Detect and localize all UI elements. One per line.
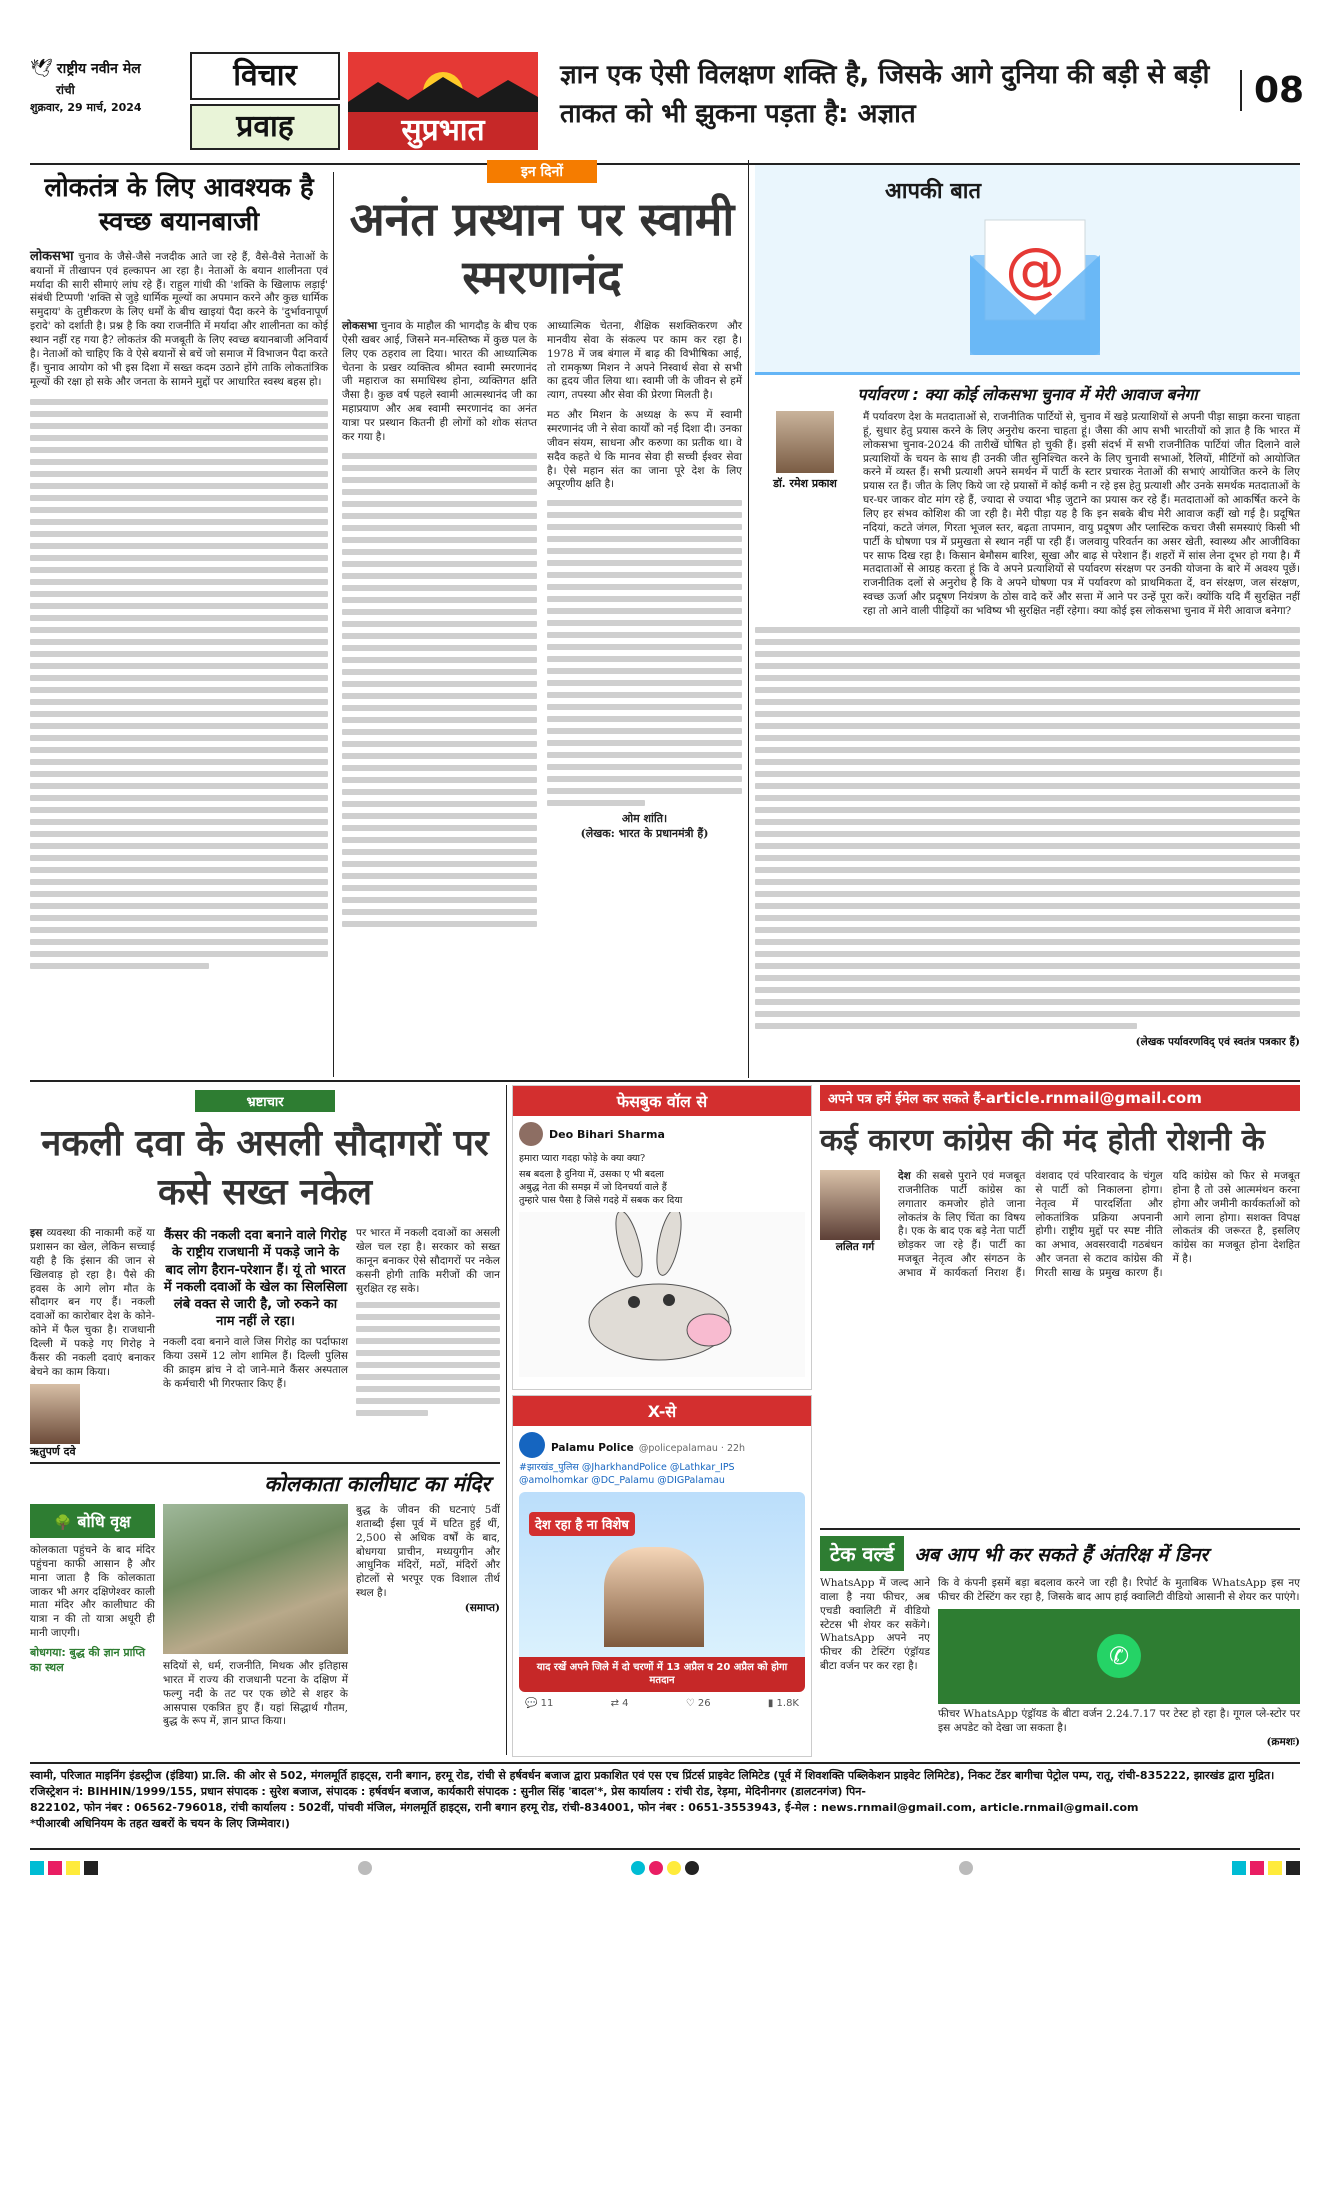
facebook-header: फेसबुक वॉल से [513,1086,811,1116]
reply-count-value: 11 [540,1697,554,1709]
article-body-wrap [898,1170,1300,1281]
article-body-continuation [30,399,328,969]
article-body-3: बुद्ध के जीवन की घटनाएं 5वीं शताब्दी ईसा पूर्व में घटित हुई थीं, 2,500 से अधिक वर्षों के बाद, बोधगया प्राचीन, मध्ययुगीन और आधुनिक मंदिरों, मठों, मंदिरों और होटलों से भरपूर एक विशाल तीर्थ स्थल है। [356,1504,500,1600]
city: रांची [56,83,75,97]
article-medicine [30,1090,500,1460]
post-line-4: तुम्हारे पास पैसा है जिसे गदहे में सबक कर दिया [519,1195,683,1206]
avatar [519,1432,545,1458]
author-photo [30,1384,80,1444]
article-title: पर्यावरण : क्या कोई लोकसभा चुनाव में मेरी आवाज बनेगा [857,385,1198,404]
quote: ज्ञान एक ऐसी विलक्षण शक्ति है, जिसके आगे दुनिया की बड़ी से बड़ी ताकत को भी झुकना पड़ता है: अज्ञात [560,60,1210,129]
tech-title: अब आप भी कर सकते हैं अंतरिक्ष में डिनर [914,1543,1209,1566]
envelope-graphic [755,165,1300,375]
section-pravah [190,104,340,150]
article-body: चुनाव के जैसे-जैसे नजदीक आते जा रहे हैं, वैसे-वैसे नेताओं के बयानों में तीखापन एवं हल्कापन आ रहा है। नेताओं के बयान शालीनता एवं मर्यादा की सारी सीमाएं लांघ रहे हैं। राहुल गांधी की 'शक्ति के खिलाफ लड़ाई' संबंधी टिप्पणी 'शक्ति से जुड़े धार्मिक मूल्यों का अपमान करने और कुछ धार्मिक समुदाय' के तुष्टीकरण के लिए धर्मों के बीच खाइयां पैदा करने के 'दुर्भावनापूर्ण इरादे' को दर्शाती है। प्रश्न है कि क्या राजनीति में मर्यादा और शालीनता का कोई स्थान नहीं रह गया है? लोकतंत्र की मजबूती के लिए स्वच्छ बयानबाजी अनिवार्य है। नेताओं को चाहिए कि वे ऐसे बयानों से बचें जो समाज में विभाजन पैदा करते हैं। चुनाव आयोग को भी इस दिशा में सख्त कदम उठाने होंगे ताकि लोकतांत्रिक मूल्यों की रक्षा हो सके और जनता के सामने मुद्दों पर आधारित स्वस्थ बहस हो। [30,250,328,388]
suprabhat-label: सुप्रभात [401,113,485,148]
bodhi-tag-label: बोधि वृक्ष [77,1512,131,1531]
article-body-1: चुनाव के माहौल की भागदौड़ के बीच एक ऐसी खबर आई, जिसने मन-मस्तिष्क में कुछ पल के लिए एक ठहराव ला दिया। भारत की आध्यात्मिक चेतना के प्रखर व्यक्तित्व श्रीमत स्वामी स्मरणानंद जी महाराज का समाधिस्थ होना, व्यक्तिगत क्षति जैसा है। कुछ वर्ष पहले स्वामी आत्मस्थानंद जी का महाप्रयाण और अब स्वामी स्मरणानंद का अनंत यात्रा पर प्रस्थान कितनी ही लोगों को शोक संतप्त कर गया है। [342,320,537,443]
registration-dot [959,1861,973,1875]
bird-icon: 🕊 [30,58,53,79]
article-environment [755,165,1300,1078]
whatsapp-graphic [938,1609,1300,1704]
author-photo [820,1170,880,1240]
temple-photo [163,1504,348,1654]
user-name[interactable]: Deo Bihari Sharma [549,1127,665,1141]
masthead [30,50,1305,162]
article-body-3: पर भारत में नकली दवाओं का असली खेल चल रहा है। सरकार को सख्त कानून बनाकर ऐसे सौदागरों पर नकेल कसनी होगी ताकि मरीजों की जान सुरक्षित रह सके। [356,1227,500,1295]
donkey-cartoon [519,1212,805,1377]
footer-imprint [30,1768,1300,1832]
hashtags[interactable]: #झारखंड_पुलिस @JharkhandPolice @Lathkar_IPS @amolhomkar @DC_Palamu @DIGPalamau [519,1462,735,1486]
article-intro [30,1227,155,1379]
author-block [820,1170,890,1281]
email-label: अपने पत्र हमें ईमेल कर सकते हैं- [828,1092,986,1107]
chart-icon: ▮ [767,1697,774,1709]
repost-count-value: 4 [622,1697,629,1709]
article-title: अनंत प्रस्थान पर स्वामी स्मरणानंद [349,192,735,304]
article-body-1-continuation [342,453,537,927]
post-line-1: हमारा प्यारा गदहा फोड़े के क्या क्या? [519,1153,646,1164]
svg-text:@: @ [1005,235,1065,305]
tech-tag: टेक वर्ल्ड [820,1536,904,1571]
article-body-2: आध्यात्मिक चेतना, शैक्षिक सशक्तिकरण और मानवीय सेवा के संकल्प पर काम कर रहा है। 1978 में जब बंगाल में बाढ़ की विभीषिका आई, तो रामकृष्ण मिशन ने अपने निस्वार्थ सेवा से सभी का हृदय जीत लिया था। स्वामी जी के जीवन से हमें त्याग, तपस्या और सेवा की प्रेरणा मिलती है। [547,320,742,402]
article-body-2-continuation [547,500,742,806]
imprint-line-2: 822102, फोन नंबर : 06562-796018, रांची कार्यालय : 502वीं, पांचवी मंजिल, मंगलमूर्ति हाइट्स, रानी बगान हरमू रोड, रांची-834001, फोन नंबर : 0651-3553943, ई-मेल : news.rnmail@gmail.com, article.rnmail@gmail.com [30,1800,1139,1814]
article-swami [342,160,742,1078]
tech-body-2: कि वे कंपनी इसमें बड़ा बदलाव करने जा रही है। रिपोर्ट के मुताबिक WhatsApp इस नए फीचर की टेस्टिंग कर रहा है, जिसके बाद आप हाई क्वालिटी वीडियो आसानी से शेयर कर पाएंगे। [938,1577,1300,1603]
credit: (समाप्त) [464,1602,500,1615]
email-address[interactable]: article.rnmail@gmail.com [985,1089,1202,1107]
tree-icon: 🌳 [54,1515,72,1531]
article-body: मैं पर्यावरण देश के मतदाताओं से, राजनीतिक पार्टियों से, चुनाव में खड़े प्रत्याशियों से अपनी पीड़ा साझा करना चाहता हूं, सुधार हेतु प्रयास करने के लिए अनुरोध करना चाहता हूं। जैसा की आप सभी भारतीयों को ज्ञात है कि भारत में लोकसभा चुनाव-2024 की तारीखें घोषित हो चुकी हैं। इसी संदर्भ में सभी राजनीतिक पार्टियां जीत दिलाने वाले प्रत्याशियों के चयन के साथ ही उनकी जीत सुनिश्चित करने के लिए चुनावी सभाओं, रैलियों, मीटिंगों को आयोजित करने में व्यस्त हैं। सभी प्रत्याशी अपने समर्थन में पार्टी के स्टार प्रचारक नेताओं की सभाएं आयोजित करने के लिए प्रयास रत हैं। जीत के लिए किये जा रहे प्रयासों में कोई कमी न रहे इस हेतु प्रत्याशी और उनके समर्थक मतदाताओं के घर-घर जाकर वोट मांग रहे हैं, ज्यादा से ज्यादा भीड़ जुटाने का प्रयास कर रहे हैं। मतदाताओं को आकर्षित करने के लिए हर संभव कोशिश की जा रही है। मेरी पीड़ा यह है कि इन सबके बीच मेरी आवाज कहीं खो गई है। प्रदूषित नदियां, कटते जंगल, गिरता भूजल स्तर, बढ़ता तापमान, वायु प्रदूषण और प्लास्टिक कचरा जैसी समस्याएं किसी भी पार्टी के घोषणा पत्र में प्रमुखता से स्थान नहीं पा रही हैं। जलवायु परिवर्तन का असर खेती, स्वास्थ्य और आजीविका पर साफ दिख रहा है। किसान बेमौसम बारिश, सूखा और बाढ़ से परेशान हैं। शहरों में सांस लेना दूभर हो गया है। मैं मतदाताओं से आग्रह करता हूं कि वे अपने प्रत्याशियों से पर्यावरण संरक्षण पर उनकी योजना के बारे में अवश्य पूछें। राजनीतिक दलों से अनुरोध है कि वे अपने घोषणा पत्र में पर्यावरण को प्राथमिकता दें, वन संरक्षण, जल संरक्षण, स्वच्छ ऊर्जा और प्रदूषण नियंत्रण के ठोस वादे करें और सत्ता में आने पर उन्हें पूरा करें। क्योंकि यदि मैं सुरक्षित नहीं रहा तो आने वाली पीढ़ियों का भविष्य भी सुरक्षित नहीं रहेगा। क्या कोई इस लोकसभा चुनाव में मेरी आवाज बनेगा? [863,411,1300,618]
registration-strip [30,1858,1300,1878]
reply-count[interactable] [525,1698,553,1709]
poster-person [604,1547,704,1647]
facebook-panel [512,1085,812,1390]
view-count[interactable] [768,1698,799,1709]
post-stats [519,1698,805,1709]
section-pravah-label: प्रवाह [236,109,294,144]
article-title: कोलकाता कालीघाट का मंदिर [264,1472,490,1496]
article-body-wrap [30,248,328,390]
suprabhat-box [348,52,538,150]
poster-footer: याद रखें अपने जिले में दो चरणों में 13 अप्रैल व 20 अप्रैल को होगा मतदान [519,1657,805,1692]
pull-quote: कैंसर की नकली दवा बनाने वाले गिरोह के राष्ट्रीय राजधानी में पकड़े जाने के बाद लोग हैरान-परेशान हैं। यूं तो भारत में नकली दवाओं के खेल का सिलसिला लंबे वक्त से जारी है, जो रुकने का नाम नहीं ले रहा। [163,1228,348,1329]
tech-body-1: WhatsApp में जल्द आने वाला है नया फीचर, अब एचडी क्वालिटी में वीडियो स्टेटस भी शेयर कर सकेंगे। WhatsApp अपने नए फीचर की टेस्टिंग एंड्रॉयड बीटा वर्जन पर कर रहा है। [820,1577,930,1673]
lead-word: लोकसभा [30,248,74,264]
article-body-1: कोलकाता पहुंचने के बाद मंदिर पहुंचना काफी आसान है और माना जाता है कि कोलकाता जाकर भी अगर दक्षिणेश्वर काली माता मंदिर और कालीघाट की यात्रा न की तो यात्रा अधूरी ही मानी जाएगी। [30,1544,155,1640]
signoff: (लेखक पर्यावरणविद् एवं स्वतंत्र पत्रकार हैं) [1135,1035,1300,1048]
post-line-3: अबुद्ध नेता की समझ में जो दिनचर्या वाले हैं [519,1182,667,1193]
kicker: इन दिनों [487,160,597,183]
reply-icon: 💬 [525,1697,538,1709]
whatsapp-icon: ✆ [1097,1634,1141,1678]
heart-icon: ♡ [685,1697,695,1709]
paper-logo [30,58,180,115]
article-congress [820,1085,1300,1525]
byline: ओम शांति। [621,812,668,826]
author-photo [776,411,834,473]
date: शुक्रवार, 29 मार्च, 2024 [30,101,142,114]
article-kali [30,1462,500,1757]
paper-name: राष्ट्रीय नवीन मेल [56,61,141,77]
view-count-value: 1.8K [776,1697,799,1709]
lead-word: इस [30,1227,43,1240]
registration-dot [358,1861,372,1875]
section-label: आपकी बात [885,179,982,204]
article-col-1 [342,320,537,933]
avatar [519,1122,543,1146]
kicker: भ्रष्टाचार [195,1090,335,1112]
bodhi-tag [30,1504,155,1538]
repost-icon: ⇄ [610,1697,619,1709]
color-bar-right [1232,1861,1300,1875]
author-name: ललित गर्ग [835,1241,875,1253]
author-name: डॉ. रमेश प्रकाश [773,477,837,490]
section-vichar-label: विचार [233,58,297,93]
article-body-1: व्यवस्था की नाकामी कहें या प्रशासन का खेल, लेकिन सच्चाई यही है कि इंसान की जान से खिलवाड़ हो रहा है। पैसे की हवस के आगे लोग मौत के सौदागर बन गए हैं। नकली दवाओं का कारोबार देश के कोने-कोने में फैल चुका है। राजधानी दिल्ली में पकड़े गए गिरोह ने कैंसर की नकली दवाएं बनाकर बेचने का काम किया। [30,1227,156,1378]
article-title: नकली दवा के असली सौदागरों पर कसे सख्त नकेल [41,1123,489,1213]
imprint-line-3: *पीआरबी अधिनियम के तहत खबरों के चयन के लिए जिम्मेवार।) [30,1816,290,1830]
article-title: लोकतंत्र के लिए आवश्यक है स्वच्छ बयानबाजी [44,173,314,237]
color-bar-left [30,1861,98,1875]
like-count-value: 26 [697,1697,711,1709]
user-handle: @policepalamau · 22h [638,1442,746,1454]
tech-credit: (क्रमशः) [1266,1736,1300,1749]
x-header: X-से [513,1396,811,1426]
article-body-2: नकली दवा बनाने वाले जिस गिरोह का पर्दाफाश किया उसमें 12 लोग शामिल हैं। दिल्ली पुलिस की क्राइम ब्रांच ने दो जाने-माने कैंसर अस्पताल के कर्मचारी भी गिरफ्तार किए हैं। [163,1336,348,1390]
like-count[interactable] [686,1698,711,1709]
poster-title: देश रहा है ना विशेष [529,1512,635,1536]
tech-world [820,1528,1300,1758]
tech-body-3: फीचर WhatsApp एंड्रॉयड के बीटा वर्जन 2.24.7.17 पर टेस्ट हो रहा है। गूगल प्ले-स्टोर पर इस अपडेट को देखा जा सकता है। [938,1707,1300,1734]
article-title: कई कारण कांग्रेस की मंद होती रोशनी के [820,1123,1265,1158]
sub-title: बोधगया: बुद्ध की ज्ञान प्राप्ति का स्थल [30,1646,146,1675]
lead-word: देश [898,1170,911,1182]
article-body: की सबसे पुराने एवं मजबूत राजनीतिक पार्टी कांग्रेस का लगातार कमजोर होते जाना लोकतंत्र के लिए चिंता का विषय है। एक के बाद एक बड़े नेता पार्टी छोड़कर जा रहे हैं। पार्टी का मजबूत नेतृत्व और संगठन के अभाव में कार्यकर्ता निराश हैं। वंशवाद एवं परिवारवाद के चंगुल से पार्टी को निकालना होगा। नेतृत्व में पारदर्शिता और लोकतांत्रिक प्रक्रिया अपनानी होगी। राष्ट्रीय मुद्दों पर स्पष्ट नीति का अभाव, अवसरवादी गठबंधन और जनता से कटाव कांग्रेस की गिरती साख के प्रमुख कारण हैं। यदि कांग्रेस को फिर से मजबूत होना है तो उसे आत्ममंथन करना होगा और जमीनी कार्यकर्ताओं को आगे लाना होगा। सशक्त विपक्ष लोकतंत्र की जरूरत है, इसलिए कांग्रेस का मजबूत होना देशहित में है। [898,1170,1300,1280]
color-dots-center [631,1861,699,1875]
article-col-2 [547,320,742,933]
imprint-line-1: स्वामी, परिजात माइनिंग इंडस्ट्रीज (इंडिया) प्रा.लि. की ओर से 502, मंगलमूर्ति हाइट्स, रानी बगान, हरमू रोड, रांची से हर्षवर्धन बजाज द्वारा प्रकाशित एवं एस एच प्रिंटर्स प्राइवेट लिमिटेड (पूर्व में शिवशक्ति पब्लिकेशन प्राइवेट लिमिटेड), निकट टेंडर बागीचा पेट्रोल पम्प, रातू, रांची-835222, झारखंड द्वारा मुद्रित। रजिस्ट्रेशन नं: BIHHIN/1999/155, प्रधान संपादक : सुरेश बजाज, संपादक : हर्षवर्धन बजाज, कार्यकारी संपादक : सुनील सिंह 'बादल'*, प्रेस कार्यालय : रांची रोड, रेड़मा, मेदिनीनगर (डालटनगंज) पिन- [30,1769,1275,1798]
email-bar [820,1085,1300,1111]
user-name[interactable]: Palamu Police [551,1441,634,1454]
page-number: 08 [1240,70,1300,111]
poster [519,1492,805,1692]
article-body-2: सदियों से, धर्म, राजनीति, मिथक और इतिहास भारत में राज्य की राजधानी पटना के दक्षिण में फल्गु नदी के तट पर एक छोटे से शहर के आसपास एकत्रित हुए हैं। यहां सिद्धार्थ गौतम, बुद्ध के रूप में, ज्ञान प्राप्त किया। [163,1660,348,1728]
post-line-2: सब बदला है दुनिया में, उसका ए भी बदला [519,1169,665,1180]
article-body-continuation [755,627,1300,1029]
lead-word: लोकसभा [342,320,378,332]
email-icon [965,210,1105,360]
author-block [755,411,855,619]
article-democracy [30,172,328,1077]
article-body-3-continuation [356,1302,500,1416]
author-note: (लेखक: भारत के प्रधानमंत्री हैं) [580,826,709,840]
repost-count[interactable] [611,1698,629,1709]
x-panel [512,1395,812,1757]
author-name: ऋतुपर्ण दवे [30,1444,76,1458]
article-body-3: मठ और मिशन के अध्यक्ष के रूप में स्वामी स्मरणानंद जी ने सेवा कार्यों को नई दिशा दी। उनका जीवन संयम, साधना और करुणा का प्रतीक था। वे सदैव कहते थे कि मानव सेवा ही सच्ची ईश्वर सेवा है। ऐसे महान संत का जाना पूरे देश के लिए अपूरणीय क्षति है। [547,409,742,491]
section-vichar [190,52,340,100]
sunrise-icon [348,52,538,112]
